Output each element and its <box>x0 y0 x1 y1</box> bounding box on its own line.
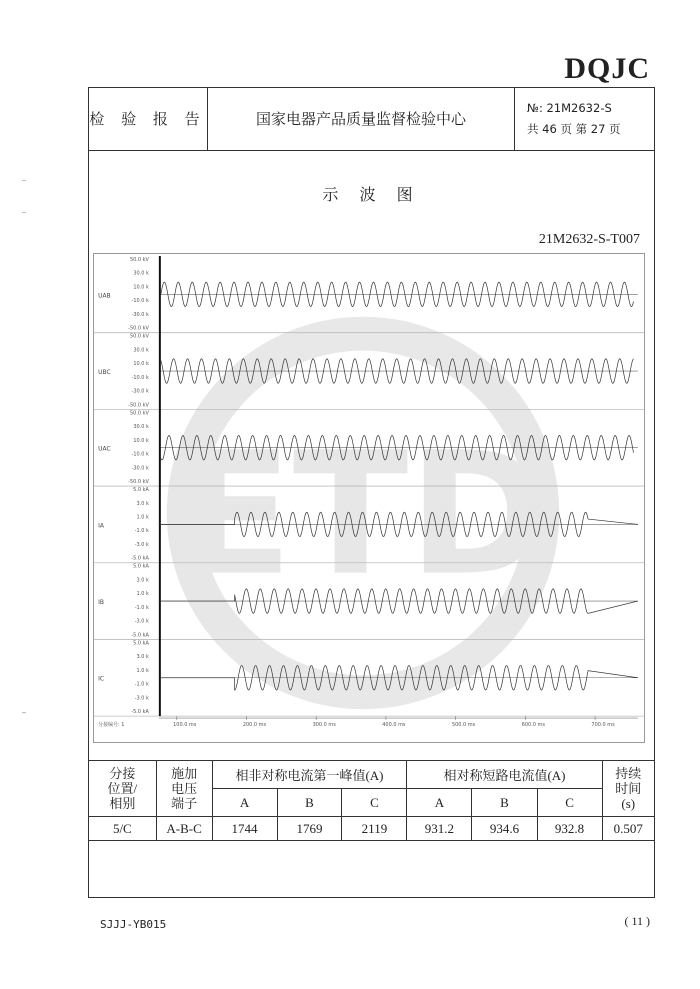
tick-label: -5.0 kA <box>131 709 149 716</box>
channel-label: UAB <box>98 292 111 300</box>
tick-label: 5.0 kA <box>133 487 149 494</box>
tick-label: 5.0 kA <box>133 640 149 647</box>
tick-label: -3.0 k <box>134 695 149 702</box>
tick-label: 50.0 kV <box>129 256 149 263</box>
tick-label: -30.0 k <box>131 311 149 318</box>
duration-header: 持续 时间 (s) <box>602 761 654 817</box>
page-number: ( 11 ) <box>624 914 650 928</box>
tick-label: 30.0 k <box>133 270 149 277</box>
trigger-marker <box>159 256 161 716</box>
scan-mark <box>22 180 26 181</box>
tick-label: 10.0 k <box>133 361 149 368</box>
organization-name: 国家电器产品质量监督检验中心 <box>208 87 515 150</box>
tick-label: 3.0 k <box>136 654 149 661</box>
tick-label: -50.0 kV <box>128 479 149 486</box>
duration-cell: 0.507 <box>602 817 654 841</box>
tick-label: 3.0 k <box>136 577 149 584</box>
time-tick-label: 500.0 ms <box>451 722 476 729</box>
tick-label: -5.0 kA <box>131 632 149 639</box>
tick-label: 5.0 kA <box>133 563 149 570</box>
time-tick-label: 600.0 ms <box>521 722 545 729</box>
channel-label: IB <box>98 599 104 607</box>
scan-mark <box>22 712 26 713</box>
tick-label: -50.0 kV <box>128 325 149 332</box>
tick-label: 10.0 k <box>133 284 149 291</box>
time-tick-label: 200.0 ms <box>242 722 267 729</box>
form-code: SJJJ-YB015 <box>100 918 167 931</box>
table-row <box>89 817 655 841</box>
page-title: 示 波 图 <box>322 185 421 204</box>
time-tick-label: 300.0 ms <box>312 722 336 729</box>
peak-b-header: B <box>277 789 342 817</box>
channel-label: UAC <box>98 445 111 453</box>
tap-number-label: 分接编号: 1 <box>98 722 125 729</box>
sym-b-cell: 934.6 <box>472 817 537 841</box>
channel-label: IC <box>98 675 105 683</box>
tick-label: 1.0 k <box>136 591 149 598</box>
tick-label: 30.0 k <box>133 347 149 354</box>
peak-a-cell: 1744 <box>212 817 277 841</box>
results-table <box>88 760 655 841</box>
tick-label: -30.0 k <box>131 465 149 472</box>
page-count: 共 46 页 第 27 页 <box>527 121 621 136</box>
tick-label: -10.0 k <box>131 298 149 305</box>
tick-label: -5.0 kA <box>131 555 149 562</box>
channel-label: IA <box>98 522 104 530</box>
tick-label: -1.0 k <box>134 528 149 535</box>
time-tick-label: 700.0 ms <box>591 722 615 729</box>
tick-label: 50.0 kV <box>129 410 149 417</box>
dqjc-logo: DQJC <box>564 52 650 85</box>
terminal-header: 施加 电压 端子 <box>156 761 212 817</box>
tick-label: -30.0 k <box>131 388 149 395</box>
oscillogram-id: 21M2632-S-T007 <box>538 232 640 247</box>
tick-label: -3.0 k <box>134 542 149 549</box>
tick-label: -1.0 k <box>134 681 149 688</box>
header-divider <box>88 150 655 151</box>
peak-c-header: C <box>342 789 407 817</box>
terminal-cell: A-B-C <box>156 817 212 841</box>
sym-a-header: A <box>407 789 472 817</box>
peak-a-header: A <box>212 789 277 817</box>
report-number: №: 21M2632-S <box>527 100 612 115</box>
channel-label: UBC <box>98 369 111 377</box>
tick-label: -3.0 k <box>134 618 149 625</box>
position-header: 分接 位置/ 相别 <box>89 761 157 817</box>
tick-label: -10.0 k <box>131 374 149 381</box>
oscillogram <box>93 253 645 743</box>
time-tick-label: 100.0 ms <box>173 722 197 729</box>
tick-label: -50.0 kV <box>128 402 149 409</box>
tick-label: 1.0 k <box>136 667 149 674</box>
tick-label: 30.0 k <box>133 424 149 431</box>
tick-label: 10.0 k <box>133 437 149 444</box>
tick-label: 50.0 kV <box>129 333 149 340</box>
report-number-block <box>515 87 655 150</box>
time-tick-label: 400.0 ms <box>382 722 406 729</box>
peak-b-cell: 1769 <box>277 817 342 841</box>
sym-a-cell: 931.2 <box>407 817 472 841</box>
tick-label: 3.0 k <box>136 500 149 507</box>
sym-c-cell: 932.8 <box>537 817 602 841</box>
symmetric-current-header: 相对称短路电流值(A) <box>407 761 602 789</box>
tick-label: -10.0 k <box>131 451 149 458</box>
peak-c-cell: 2119 <box>342 817 407 841</box>
watermark-text: ETD <box>177 415 549 613</box>
peak-current-header: 相非对称电流第一峰值(A) <box>212 761 407 789</box>
tick-label: -1.0 k <box>134 604 149 611</box>
position-cell: 5/C <box>89 817 157 841</box>
scan-mark <box>22 212 26 213</box>
sym-b-header: B <box>472 789 537 817</box>
tick-label: 1.0 k <box>136 514 149 521</box>
sym-c-header: C <box>537 789 602 817</box>
report-type-label: 检 验 报 告 <box>88 87 208 150</box>
